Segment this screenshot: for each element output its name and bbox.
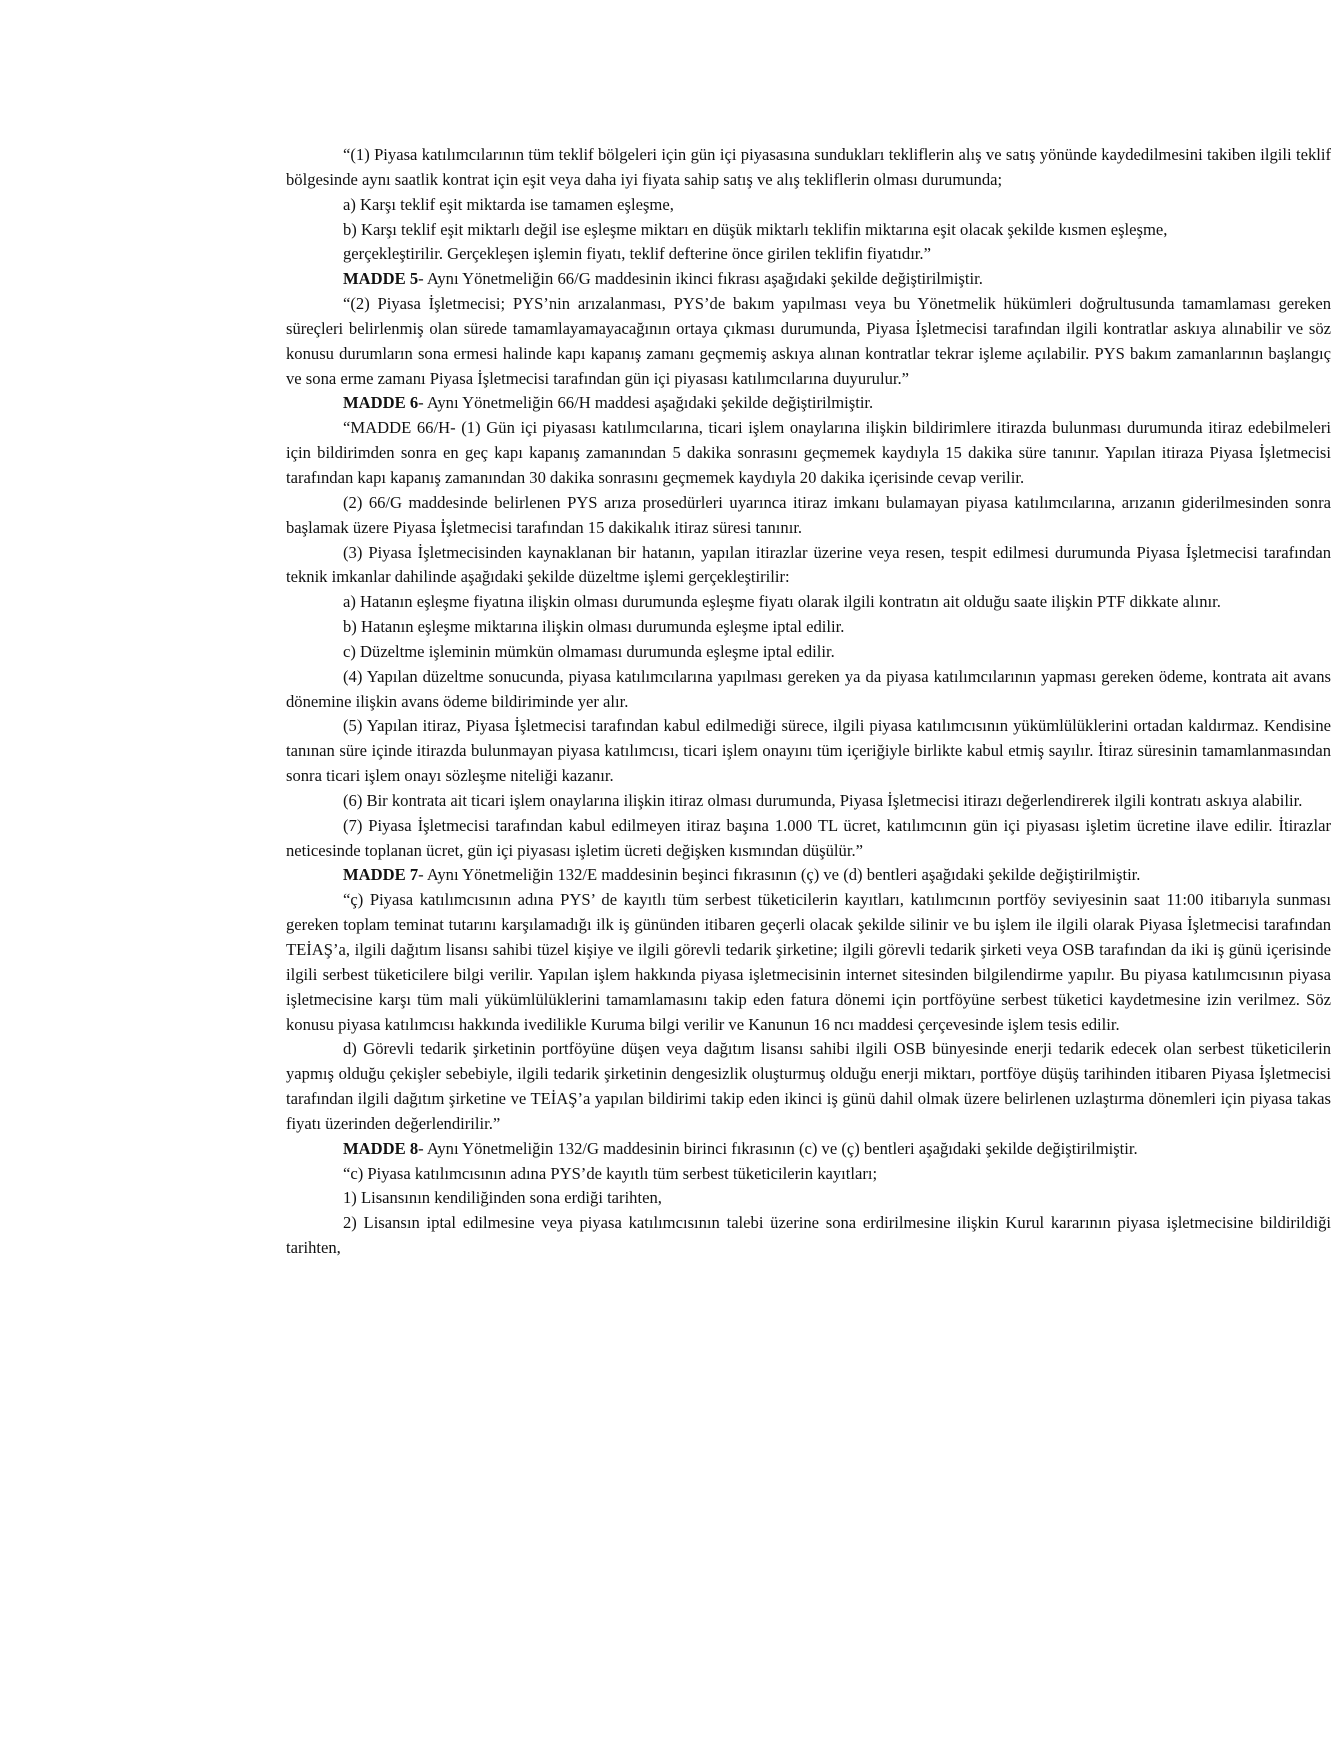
article-text: - Aynı Yönetmeliğin 66/H maddesi aşağıdaki şekilde değiştirilmiştir. — [418, 393, 874, 413]
paragraph: “(1) Piyasa katılımcılarının tüm teklif bölgeleri için gün içi piyasasına sundukları tekliflerin alış ve satış yönünde kaydedilmesini takiben ilgili teklif bölgesinde aynı saatlik kontrat için eşit veya daha iyi fiyata sahip satış ve alış tekliflerin olması durumunda; — [286, 145, 1331, 189]
article-heading-paragraph — [286, 391, 1331, 416]
article-number: MADDE 7 — [343, 865, 419, 885]
paragraph: 2) Lisansın iptal edilmesine veya piyasa katılımcısının talebi üzerine sona erdirilmesine ilişkin Kurul kararının piyasa işletmecisine bildirildiği tarihten, — [286, 1213, 1331, 1258]
paragraph: b) Karşı teklif eşit miktarlı değil ise eşleşme miktarı en düşük miktarlı teklifin miktarına eşit olacak şekilde kısmen eşleşme, — [343, 219, 1168, 239]
paragraph: gerçekleştirilir. Gerçekleşen işlemin fiyatı, teklif defterine önce girilen teklifin fiyatıdır.” — [343, 244, 931, 264]
article-heading-paragraph — [286, 863, 1331, 888]
article-text: - Aynı Yönetmeliğin 132/E maddesinin beşinci fıkrasının (ç) ve (d) bentleri aşağıdaki şekilde değiştirilmiştir. — [418, 865, 1141, 885]
paragraph: “ç) Piyasa katılımcısının adına PYS’ de kayıtlı tüm serbest tüketicilerin kayıtları, katılımcının portföy seviyesinin saat 11:00 itibarıyla sunması gereken toplam teminat tutarını karşılamadığı ilk iş gününden itibaren geçerli olacak şekilde silinir ve bu işlem ile ilgili olarak Piyasa İşletmecisi tarafından TEİAŞ’a, ilgili dağıtım lisansı sahibi tüzel kişiye ve ilgili görevli tedarik şirketine; ilgili görevli tedarik şirketi veya OSB tarafından da iki iş günü içerisinde ilgili serbest tüketicilere bilgi verilir. Yapılan işlem hakkında piyasa işletmecisinin internet sitesinden bilgilendirme yapılır. Bu piyasa katılımcısının piyasa işletmecisine karşı tüm mali yükümlülüklerini tamamlamasını takip eden fatura dönemi için portföyüne serbest tüketici kaydetmesine izin verilmez. Söz konusu piyasa katılımcısı hakkında ivedilikle Kuruma bilgi verilir ve Kanunun 16 ncı maddesi çerçevesinde işlem tesis edilir. — [286, 890, 1331, 1034]
article-number: MADDE 5 — [343, 269, 419, 289]
paragraph: (2) 66/G maddesinde belirlenen PYS arıza prosedürleri uyarınca itiraz imkanı bulamayan piyasa katılımcılarına, arızanın giderilmesinden sonra başlamak üzere Piyasa İşletmecisi tarafından 15 dakikalık itiraz süresi tanınır. — [286, 492, 1331, 537]
paragraph: b) Hatanın eşleşme miktarına ilişkin olması durumunda eşleşme iptal edilir. — [343, 617, 845, 637]
document-body — [286, 143, 1331, 1261]
paragraph: (3) Piyasa İşletmecisinden kaynaklanan bir hatanın, yapılan itirazlar üzerine veya resen, tespit edilmesi durumunda Piyasa İşletmecisi tarafından teknik imkanlar dahilinde aşağıdaki şekilde düzeltme işlemi gerçekleştirilir: — [286, 542, 1331, 587]
paragraph: (6) Bir kontrata ait ticari işlem onaylarına ilişkin itiraz olması durumunda, Piyasa İşletmecisi itirazı değerlendirerek ilgili kontratı askıya alabilir. — [343, 790, 1303, 810]
paragraph: a) Hatanın eşleşme fiyatına ilişkin olması durumunda eşleşme fiyatı olarak ilgili kontratın ait olduğu saate ilişkin PTF dikkate alınır. — [343, 592, 1221, 612]
paragraph: “MADDE 66/H- (1) Gün içi piyasası katılımcılarına, ticari işlem onaylarına ilişkin bildirimlere itirazda bulunması durumunda itiraz edebilmeleri için bildirimden sonra en geç kapı kapanış zamanından 5 dakika sonrasını geçmemek kaydıyla 15 dakika süre tanınır. Yapılan itiraza Piyasa İşletmecisi tarafından kapı kapanış zamanından 30 dakika sonrasını geçmemek kaydıyla 20 dakika içerisinde cevap verilir. — [286, 418, 1331, 487]
article-text: - Aynı Yönetmeliğin 66/G maddesinin ikinci fıkrası aşağıdaki şekilde değiştirilmiştir. — [418, 269, 983, 289]
paragraph: 1) Lisansının kendiliğinden sona erdiği tarihten, — [343, 1188, 662, 1208]
article-number: MADDE 8 — [343, 1138, 419, 1158]
article-text: - Aynı Yönetmeliğin 132/G maddesinin birinci fıkrasının (c) ve (ç) bentleri aşağıdaki şekilde değiştirilmiştir. — [418, 1138, 1138, 1158]
article-heading-paragraph — [286, 267, 1331, 292]
document-text-frame — [286, 143, 1331, 1618]
article-number: MADDE 6 — [343, 393, 419, 413]
paragraph: “(2) Piyasa İşletmecisi; PYS’nin arızalanması, PYS’de bakım yapılması veya bu Yönetmelik hükümleri doğrultusunda tamamlaması gereken süreçleri belirlenmiş olan sürede tamamlayamayacağının ortaya çıkması durumunda, Piyasa İşletmecisi tarafından ilgili kontratlar askıya alınabilir ve söz konusu durumların sona ermesi halinde kapı kapanış zamanı geçmemiş askıya alınan kontratlar tekrar işleme açılabilir. PYS bakım zamanlarının başlangıç ve sona erme zamanı Piyasa İşletmecisi tarafından gün içi piyasası katılımcılarına duyurulur.” — [286, 294, 1331, 388]
paragraph: (5) Yapılan itiraz, Piyasa İşletmecisi tarafından kabul edilmediği sürece, ilgili piyasa katılımcısının yükümlülüklerini ortadan kaldırmaz. Kendisine tanınan süre içinde itirazda bulunmayan piyasa katılımcısı, ticari işlem onayını tüm içeriğiyle birlikte kabul etmiş sayılır. İtiraz süresinin tamamlanmasından sonra ticari işlem onayı sözleşme niteliği kazanır. — [286, 716, 1331, 786]
paragraph: c) Düzeltme işleminin mümkün olmaması durumunda eşleşme iptal edilir. — [343, 641, 835, 661]
paragraph: d) Görevli tedarik şirketinin portföyüne düşen veya dağıtım lisansı sahibi ilgili OSB bünyesinde enerji tedarik edecek olan serbest tüketicilerin yapmış olduğu çekişler sebebiyle, ilgili tedarik şirketinin dengesizlik oluşturmuş olduğu enerji miktarı, portföye düşüş tarihinden itibaren Piyasa İşletmecisi tarafından ilgili dağıtım şirketine ve TEİAŞ’a yapılan bildirimi takip eden ikinci iş günü dahil olmak üzere belirlenen uzlaştırma dönemleri için piyasa takas fiyatı üzerinden değerlendirilir.” — [286, 1039, 1331, 1133]
paragraph: “c) Piyasa katılımcısının adına PYS’de kayıtlı tüm serbest tüketicilerin kayıtları; — [343, 1163, 878, 1183]
paragraph: (4) Yapılan düzeltme sonucunda, piyasa katılımcılarına yapılması gereken ya da piyasa katılımcılarının yapması gereken ödeme, kontrata ait avans dönemine ilişkin avans ödeme bildiriminde yer alır. — [286, 666, 1331, 711]
paragraph: a) Karşı teklif eşit miktarda ise tamamen eşleşme, — [343, 194, 674, 214]
article-heading-paragraph — [286, 1137, 1331, 1162]
paragraph: (7) Piyasa İşletmecisi tarafından kabul edilmeyen itiraz başına 1.000 TL ücret, katılımcının gün içi piyasası işletim ücretine ilave edilir. İtirazlar neticesinde toplanan ücret, gün içi piyasası işletim ücreti değişken kısmından düşülür.” — [286, 815, 1331, 860]
